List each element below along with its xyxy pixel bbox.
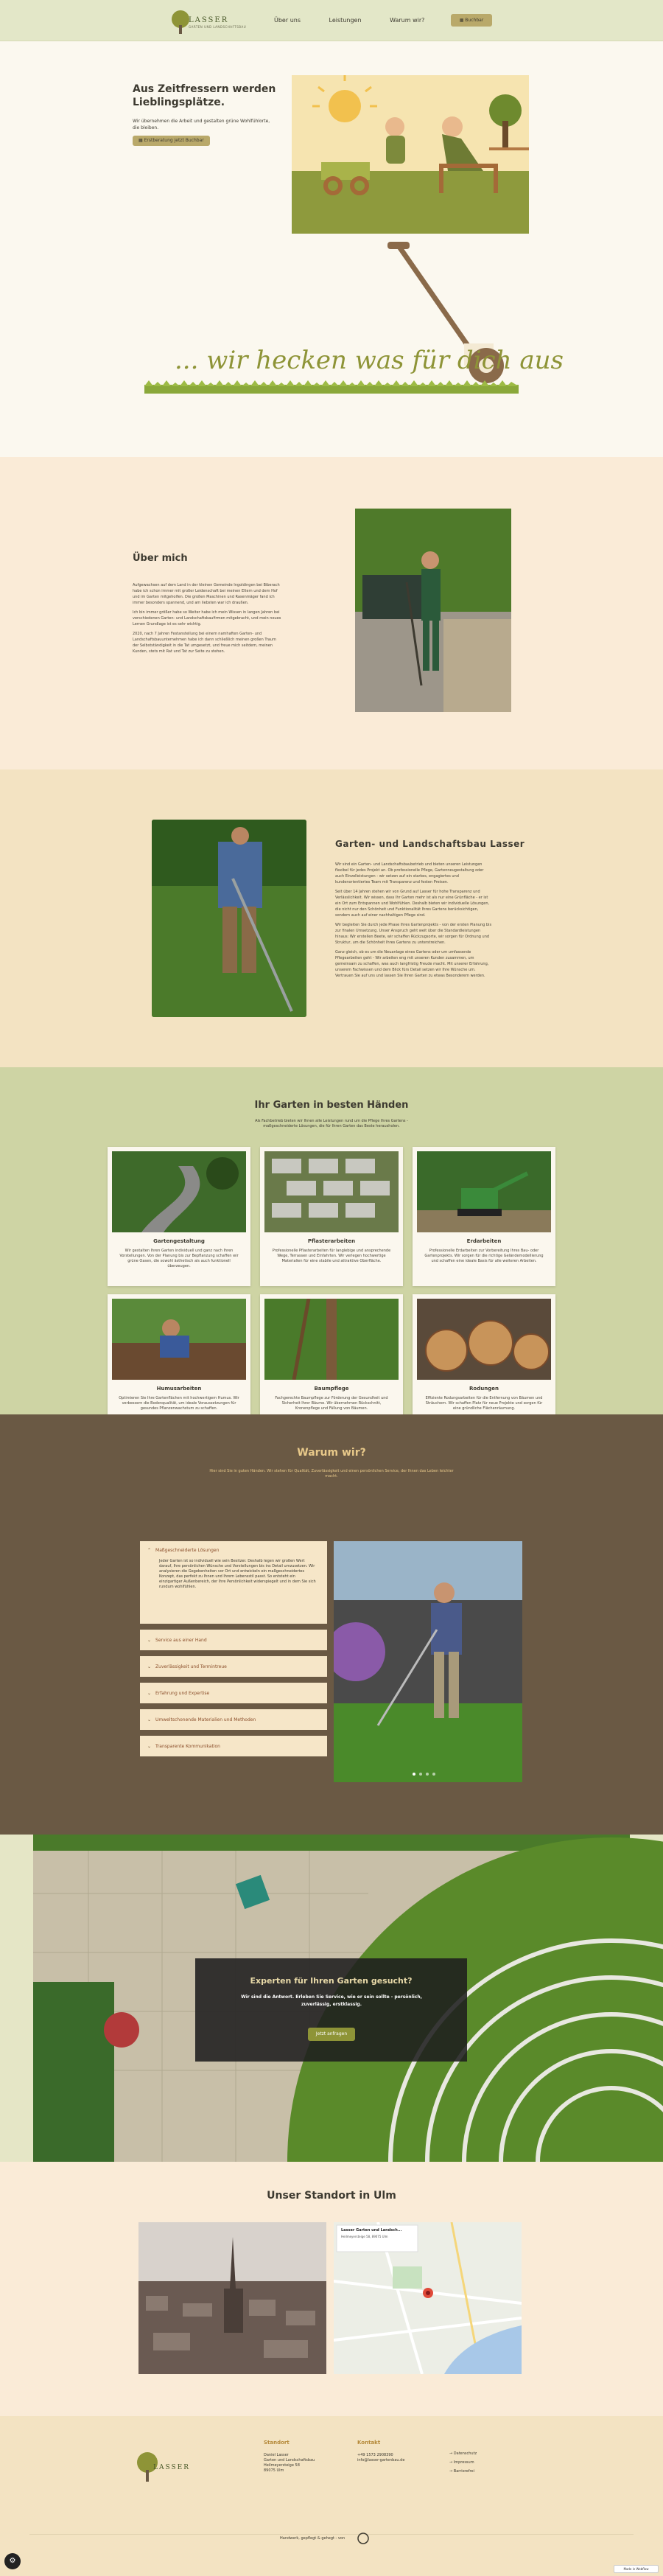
chevron-down-icon: ⌄ xyxy=(147,1717,152,1722)
why-us-title: Warum wir? xyxy=(297,1447,366,1459)
service-text: Professionelle Erdarbeiten zur Vorbereitung Ihres Bau- oder Gartenprojekts. Wir sorgen für die richtige Geländemodellierung und schaffen eine ideale Basis für alle weiteren Arbeiten. xyxy=(424,1249,544,1263)
owner-photo xyxy=(355,509,511,712)
location-map[interactable] xyxy=(334,2222,522,2374)
service-card-erdarbeiten[interactable] xyxy=(413,1147,555,1286)
chevron-down-icon: ⌄ xyxy=(147,1743,152,1749)
footer-divider xyxy=(29,2534,634,2535)
chevron-down-icon: ⌄ xyxy=(147,1690,152,1696)
company-paragraph: Wir sind ein Garten- und Landschaftsbaubetrieb und bieten unseren Leistungen flexibel für jedes Projekt an. Ob professionelle Pflege, Gartenneugestaltung oder auch Einzelleistungen - wir setzen auf ein starkes, engagiertes und kundenorientiertes Team mit Transparenz und festen Preisen. xyxy=(335,862,484,884)
book-button-label: Buchbar xyxy=(465,18,484,23)
footer-copyright: Handwerk, gepflegt & gehegt - von xyxy=(280,2536,345,2541)
soil-work-photo xyxy=(112,1299,246,1380)
about-section xyxy=(0,457,663,769)
service-card-pflasterarbeiten[interactable] xyxy=(260,1147,403,1286)
footer-link-label: Impressum xyxy=(453,2460,474,2465)
grass-strip xyxy=(144,380,519,394)
accordion-title: Maßgeschneiderte Lösungen xyxy=(155,1547,220,1553)
footer-email[interactable]: info@lasser-gartenbau.de xyxy=(357,2458,405,2462)
accordion-item[interactable] xyxy=(140,1736,327,1756)
excavator-photo xyxy=(417,1151,551,1232)
carousel-dot[interactable] xyxy=(426,1773,429,1776)
service-title: Humusarbeiten xyxy=(156,1386,202,1392)
consultation-button-label: Erstberatung jetzt Buchbar xyxy=(144,138,204,143)
footer-kontakt-title: Kontakt xyxy=(357,2440,381,2446)
accordion-item[interactable] xyxy=(140,1709,327,1730)
calendar-icon: ▦ xyxy=(138,138,144,143)
footer-standort-line: Heilmeyersteige 58 xyxy=(264,2463,300,2468)
company-section xyxy=(0,769,663,1067)
why-us-section xyxy=(0,1414,663,1835)
company-paragraph: Seit über 14 Jahren stehen wir von Grund auf Lasser für hohe Transparenz und Verlässlichkeit. Wir wissen, dass Ihr Garten mehr ist als nur eine Grünfläche - er ist ein Ort zum Entspannen und Wohlfühlen. Deshalb bieten wir individuelle Lösungen, die nicht nur den Schönheit und Funktionalität Ihres Gartens berücksichtigen, sondern auch auf einer nachhaltigen Pflege sind. xyxy=(335,890,490,918)
footer-link-barrierefrei[interactable]: → Barrierefrei xyxy=(449,2469,474,2474)
services-title: Ihr Garten in besten Händen xyxy=(254,1100,409,1111)
footer-link-label: Datenschutz xyxy=(453,2451,477,2456)
about-paragraph: Aufgewachsen auf dem Land in der kleinen Gemeinde Ingoldingen bei Biberach habe ich schon immer mit großer Leidenschaft bei meinen Eltern und dem Hof und im Garten mitgeholfen. Die großen Maschinen und Rasenmäger fand ich immer besonders spannend, und am liebsten war ich draußen. xyxy=(133,583,280,605)
accordion-item[interactable] xyxy=(140,1656,327,1677)
service-card-rodungen[interactable] xyxy=(413,1294,555,1434)
garden-path-photo xyxy=(112,1151,246,1232)
accordion-title: Erfahrung und Expertise xyxy=(155,1690,210,1696)
service-title: Baumpflege xyxy=(314,1386,349,1392)
accordion-item[interactable] xyxy=(140,1683,327,1703)
accordion-title: Service aus einer Hand xyxy=(155,1637,207,1643)
hero-slogan: ... wir hecken was für dich aus xyxy=(175,346,564,375)
about-paragraph: Ich bin immer größer habe so Weiter habe ich mein Wissen in langen Jahren bei verschiedenen Garten- und Landschaftsbaufirmen mitgebracht, und mein neues Lernen Grundlage ist es sehr wichtig. xyxy=(133,610,281,626)
accordion-title: Zuverlässigkeit und Termintreue xyxy=(155,1664,227,1669)
footer-standort-line: 89075 Ulm xyxy=(264,2468,284,2473)
carousel-dots[interactable] xyxy=(413,1773,435,1776)
accordion-title: Transparente Kommunikation xyxy=(155,1743,220,1749)
book-button[interactable] xyxy=(451,14,492,27)
footer-link-label: Barrierefrei xyxy=(453,2469,474,2474)
footer-link-impressum[interactable]: → Impressum xyxy=(449,2460,474,2465)
service-text: Fachgerechte Baumpflege zur Förderung der Gesundheit und Sicherheit Ihrer Bäume. Wir übernehmen Rückschnitt, Kronenpflege und Fällung von Bäumen. xyxy=(275,1396,388,1411)
logo-subtitle: GARTEN UND LANDSCHAFTSBAU xyxy=(189,25,247,29)
tree-care-photo xyxy=(264,1299,399,1380)
carousel-dot[interactable] xyxy=(413,1773,415,1776)
map-place-title: Lasser Garten und Landsch... xyxy=(341,2228,402,2233)
service-text: Wir gestalten Ihren Garten individuell und ganz nach Ihren Vorstellungen. Von der Planung bis zur Bepflanzung schaffen wir grüne Oasen, die sowohl ästhetisch als auch funktionell überzeugen. xyxy=(119,1249,239,1268)
services-intro: Als Fachbetrieb bieten wir Ihnen alle Leistungen rund um die Pflege Ihres Gartens - maßgeschneiderte Lösungen, die für Ihren Garten das Beste herausholen. xyxy=(255,1119,408,1128)
location-section xyxy=(0,2162,663,2416)
settings-gear-icon[interactable]: ⚙ xyxy=(4,2553,21,2569)
footer-standort-line: Daniel Lasser xyxy=(264,2453,289,2457)
service-text: Professionelle Pflasterarbeiten für langlebige und ansprechende Wege, Terrassen und Einfahrten. Wir verlegen hochwertige Materialien für eine stabile und attraktive Oberfläche. xyxy=(272,1249,391,1263)
consultation-button[interactable] xyxy=(133,136,210,146)
logo-text[interactable]: LASSER xyxy=(189,16,229,24)
footer-link-datenschutz[interactable]: → Datenschutz xyxy=(449,2451,477,2456)
nav-link-about[interactable]: Über uns xyxy=(274,17,301,24)
trimmer-photo xyxy=(152,820,306,1017)
map-address: Heilmeyersteige 58, 89075 Ulm xyxy=(341,2235,388,2238)
company-paragraph: Ganz gleich, ob es um die Neuanlage eines Gartens oder um umfassende Pflegearbeiten geht - Wir arbeiten eng mit unseren Kunden zusammen, um gemeinsam zu schaffen, was auch langfristig Freude macht. Mit unserer Erfahrung, unserem Fachwissen und dem Blick fürs Detail setzen wir Ihre Wünsche um. Vertrauen Sie auf uns und lassen Sie Ihren Garten zu etwas Besonderem werden. xyxy=(335,950,489,978)
ulm-city-photo xyxy=(138,2222,326,2374)
service-title: Erdarbeiten xyxy=(466,1238,502,1244)
footer-logo-text[interactable]: LASSER xyxy=(153,2464,190,2471)
carousel-dot[interactable] xyxy=(432,1773,435,1776)
service-card-gartengestaltung[interactable] xyxy=(108,1147,250,1286)
footer xyxy=(0,2416,663,2576)
calendar-icon: ▦ xyxy=(459,18,466,23)
accordion-title: Umweltschonende Materialien und Methoden xyxy=(155,1717,256,1722)
carousel-dot[interactable] xyxy=(419,1773,422,1776)
company-paragraph: Wir begleiten Sie durch jede Phase Ihres Gartenprojekts - von der ersten Planung bis zur finalen Umsetzung. Unser Anspruch geht weit über die Standardleistungen hinaus: Wir erstellen Beete, wir schaffen Rückzugsorte, wir sorgen für Ordnung und Struktur, um die Schönheit Ihres Gartens zu unterstreichen. xyxy=(335,923,492,945)
chevron-up-icon: ⌃ xyxy=(147,1547,152,1553)
service-title: Gartengestaltung xyxy=(153,1238,205,1244)
chevron-down-icon: ⌄ xyxy=(147,1664,152,1669)
service-text: Optimieren Sie Ihre Gartenflächen mit hochwertigem Humus. Wir verbessern die Bodenqualität, um ideale Voraussetzungen für gesundes Pflanzenwachstum zu schaffen. xyxy=(119,1396,239,1411)
service-card-baumpflege[interactable] xyxy=(260,1294,403,1434)
cta-box xyxy=(195,1958,467,2062)
accordion-body: Jeder Garten ist so individuell wie sein Besitzer. Deshalb legen wir großen Wert darauf, Ihre persönlichen Wünsche und Vorstellungen bis ins Detail umzusetzen. Wir analysieren die Gegebenheiten vor Ort und entwickeln ein maßgeschneidertes Konzept, das perfekt zu Ihnen und Ihrem Lebensstil passt. So entsteht ein einzigartiger Außenbereich, der Ihre Persönlichkeit widerspiegelt und in dem Sie sich rundum wohlfühlen. xyxy=(159,1559,316,1589)
accordion-item[interactable] xyxy=(140,1630,327,1650)
hero-section xyxy=(0,41,663,457)
why-us-intro: Hier sind Sie in guten Händen. Wir stehen für Qualität, Zuverlässigkeit und einen persönlichen Service, der Ihnen das Leben leichter macht. xyxy=(209,1469,454,1479)
trimming-hedge-photo[interactable] xyxy=(334,1541,522,1782)
cta-section xyxy=(0,1835,663,2162)
company-title: Garten- und Landschaftsbau Lasser xyxy=(335,839,525,849)
chevron-down-icon: ⌄ xyxy=(147,1637,152,1643)
accordion-item-open[interactable] xyxy=(140,1541,327,1624)
hero-text: Wir übernehmen die Arbeit und gestalten grüne Wohlfühlorte, die bleiben. xyxy=(133,119,270,130)
about-paragraph: 2020, nach 7 Jahren Festanstellung bei einem namhaften Garten- und Landschaftsbauunternehmen habe ich dann schließlich meinen großen Traum der Selbstständigkeit in die Tat umgesetzt, und freue mich seitdem, meinen Kunden, stets mit Rat und Tat zur Seite zu stehen. xyxy=(133,632,276,654)
service-text: Effiziente Rodungsarbeiten für die Entfernung von Bäumen und Sträuchern. Wir schaffen Platz für neue Projekte und sorgen für eine gründliche Flächenräumung. xyxy=(425,1396,543,1411)
cta-title: Experten für Ihren Garten gesucht? xyxy=(250,1976,413,1986)
footer-standort-line: Garten und Landschaftsbau xyxy=(264,2458,315,2462)
nav-link-services[interactable]: Leistungen xyxy=(329,17,362,24)
about-title: Über mich xyxy=(133,553,188,564)
hero-title: Aus Zeitfressern werden Lieblingsplätze. xyxy=(133,83,276,108)
cta-button[interactable]: Jetzt anfragen xyxy=(308,2028,355,2041)
footer-phone[interactable]: +49 1573 2908390 xyxy=(357,2453,393,2457)
footer-standort-title: Standort xyxy=(264,2440,290,2446)
service-card-humusarbeiten[interactable] xyxy=(108,1294,250,1434)
service-title: Rodungen xyxy=(469,1386,499,1392)
top-navigation xyxy=(0,0,663,41)
gardener-illustration xyxy=(292,75,529,234)
location-title: Unser Standort in Ulm xyxy=(267,2190,396,2202)
services-section xyxy=(0,1067,663,1414)
paving-photo xyxy=(264,1151,399,1232)
service-title: Pflasterarbeiten xyxy=(307,1238,356,1244)
cta-text: Wir sind die Antwort. Erleben Sie Service, wie er sein sollte - persönlich, zuverlässig, erstklassig. xyxy=(241,1994,422,2007)
nav-link-why[interactable]: Warum wir? xyxy=(390,17,425,24)
made-in-webflow-badge[interactable]: Made in Webflow xyxy=(614,2565,659,2573)
logs-photo xyxy=(417,1299,551,1380)
agency-logo-icon[interactable] xyxy=(357,2533,375,2544)
